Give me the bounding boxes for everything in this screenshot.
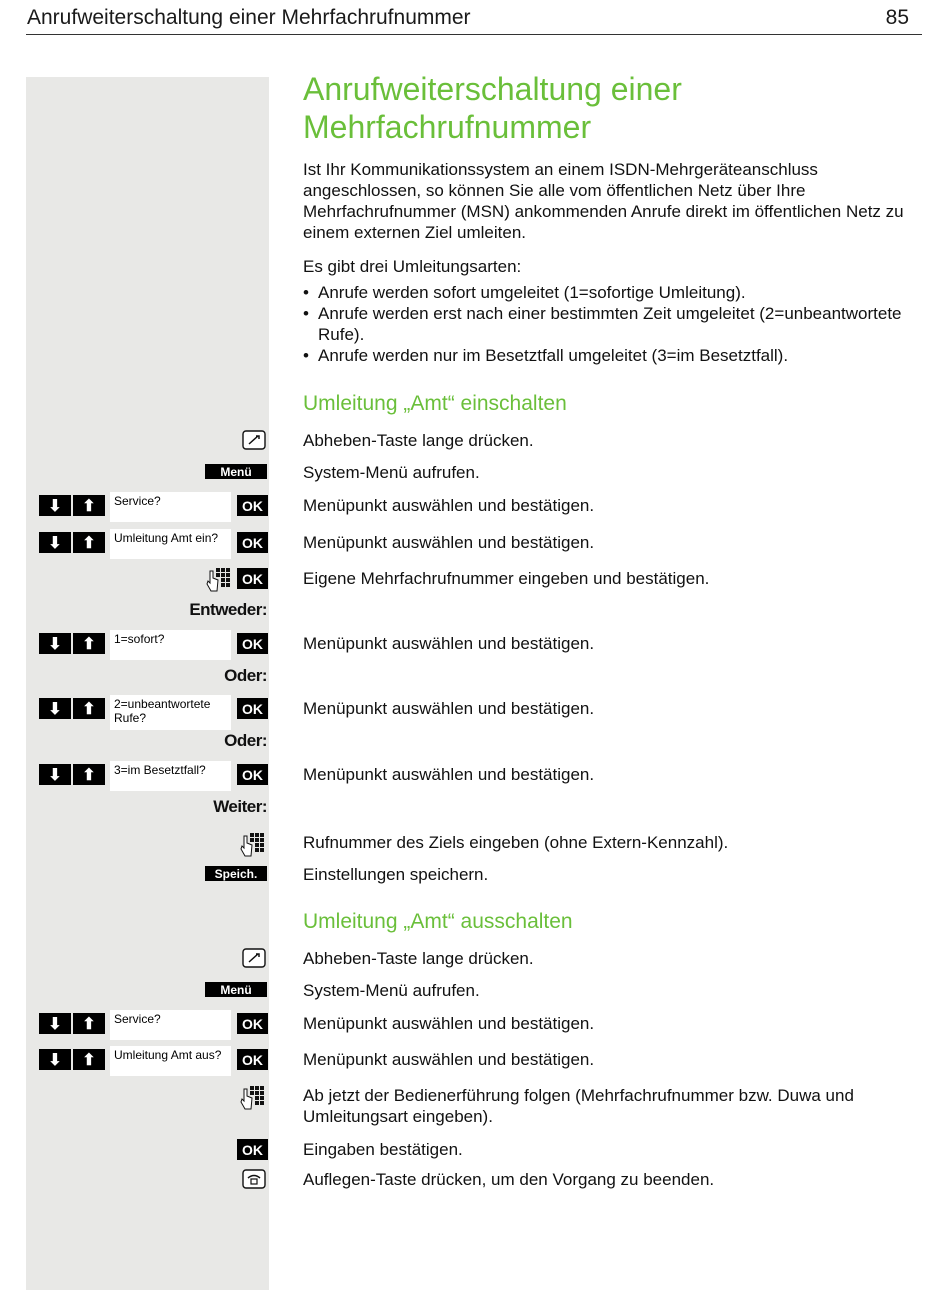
display-text: Umleitung Amt ein? xyxy=(110,529,231,559)
step-row xyxy=(26,864,922,885)
step-row xyxy=(26,980,922,1001)
handset-onhook-icon[interactable] xyxy=(242,1169,266,1189)
list-item-text: Anrufe werden erst nach einer bestimmten Zeit umgeleitet (2=unbeantwortete Rufe). xyxy=(318,304,902,344)
navigation-arrows xyxy=(39,633,105,654)
step-text: Menüpunkt auswählen und bestätigen. xyxy=(303,1014,595,1033)
step-text: Menüpunkt auswählen und bestätigen. xyxy=(303,765,595,784)
navigation-arrows xyxy=(39,495,105,516)
step-row xyxy=(26,567,922,591)
step-row xyxy=(26,495,922,516)
display-text: 1=sofort? xyxy=(110,630,231,660)
display-text: 3=im Besetztfall? xyxy=(110,761,231,791)
step-text: Ab jetzt der Bedienerführung folgen (Mehrfachrufnummer bzw. Duwa und Umleitungsart eingeben). xyxy=(303,1086,854,1126)
step-row xyxy=(26,633,922,654)
display-text: Service? xyxy=(110,492,231,522)
step-text: Menüpunkt auswählen und bestätigen. xyxy=(303,533,595,552)
step-row xyxy=(26,1013,922,1034)
step-row xyxy=(26,430,922,451)
arrow-down-icon[interactable]: ⬇ xyxy=(39,532,71,553)
redirect-types-list xyxy=(303,282,923,366)
arrow-down-icon[interactable]: ⬇ xyxy=(39,633,71,654)
step-text: Menüpunkt auswählen und bestätigen. xyxy=(303,496,595,515)
ok-button[interactable]: OK xyxy=(237,568,268,589)
list-item-text: Anrufe werden sofort umgeleitet (1=sofortige Umleitung). xyxy=(318,283,746,302)
ok-button[interactable]: OK xyxy=(237,764,268,785)
step-row xyxy=(26,1049,922,1070)
step-row xyxy=(26,1084,922,1128)
page-number: 85 xyxy=(885,6,909,29)
arrow-up-icon[interactable]: ⬆ xyxy=(73,495,105,516)
step-text: Menüpunkt auswählen und bestätigen. xyxy=(303,1050,595,1069)
header-rule xyxy=(26,34,922,35)
step-row xyxy=(26,797,922,818)
arrow-down-icon[interactable]: ⬇ xyxy=(39,495,71,516)
step-row xyxy=(26,600,922,621)
step-row xyxy=(26,731,922,752)
bullet-symbol: • xyxy=(303,283,309,302)
step-text: System-Menü aufrufen. xyxy=(303,981,480,1000)
step-text: Eigene Mehrfachrufnummer eingeben und bestätigen. xyxy=(303,569,710,588)
option-label: Entweder: xyxy=(189,600,267,619)
step-text: System-Menü aufrufen. xyxy=(303,463,480,482)
arrow-up-icon[interactable]: ⬆ xyxy=(73,633,105,654)
menu-softkey[interactable]: Menü xyxy=(205,464,267,479)
navigation-arrows xyxy=(39,1049,105,1070)
list-item xyxy=(303,345,923,366)
step-text: Abheben-Taste lange drücken. xyxy=(303,949,534,968)
list-item xyxy=(303,282,923,303)
step-text: Auflegen-Taste drücken, um den Vorgang zu beenden. xyxy=(303,1170,715,1189)
navigation-arrows xyxy=(39,764,105,785)
handset-offhook-icon[interactable] xyxy=(242,430,266,450)
keypad-icon[interactable] xyxy=(240,831,266,859)
step-row xyxy=(26,948,922,969)
ok-button[interactable]: OK xyxy=(237,1013,268,1034)
list-item xyxy=(303,303,923,345)
step-row xyxy=(26,1169,922,1190)
bullet-symbol: • xyxy=(303,304,309,323)
step-text: Rufnummer des Ziels eingeben (ohne Extern-Kennzahl). xyxy=(303,833,729,852)
step-text: Einstellungen speichern. xyxy=(303,865,489,884)
step-text: Menüpunkt auswählen und bestätigen. xyxy=(303,634,595,653)
arrow-up-icon[interactable]: ⬆ xyxy=(73,698,105,719)
step-row xyxy=(26,462,922,483)
step-row xyxy=(26,831,922,859)
navigation-arrows xyxy=(39,532,105,553)
section-heading-on: Umleitung „Amt“ einschalten xyxy=(303,392,567,415)
step-row xyxy=(26,1139,922,1160)
step-row xyxy=(26,666,922,687)
step-row xyxy=(26,764,922,785)
intro-paragraph: Ist Ihr Kommunikationssystem an einem ISDN-Mehrgeräteanschluss angeschlossen, so können Sie alle vom öffentlichen Netz über Ihre Mehrfachrufnummer (MSN) ankommenden Anrufe direkt im öffentlichen Netz zu einem externen Ziel umleiten. xyxy=(303,160,904,242)
save-softkey[interactable]: Speich. xyxy=(205,866,267,881)
menu-softkey[interactable]: Menü xyxy=(205,982,267,997)
types-intro: Es gibt drei Umleitungsarten: xyxy=(303,257,522,276)
arrow-down-icon[interactable]: ⬇ xyxy=(39,698,71,719)
handset-offhook-icon[interactable] xyxy=(242,948,266,968)
arrow-down-icon[interactable]: ⬇ xyxy=(39,764,71,785)
display-text: 2=unbeantwortete Rufe? xyxy=(110,695,231,730)
list-item-text: Anrufe werden nur im Besetztfall umgeleitet (3=im Besetztfall). xyxy=(318,346,789,365)
bullet-symbol: • xyxy=(303,346,309,365)
option-label: Weiter: xyxy=(213,797,267,816)
ok-button[interactable]: OK xyxy=(237,1139,268,1160)
step-text: Abheben-Taste lange drücken. xyxy=(303,431,534,450)
option-label: Oder: xyxy=(224,666,267,685)
ok-button[interactable]: OK xyxy=(237,495,268,516)
display-text: Umleitung Amt aus? xyxy=(110,1046,231,1076)
arrow-up-icon[interactable]: ⬆ xyxy=(73,532,105,553)
arrow-down-icon[interactable]: ⬇ xyxy=(39,1049,71,1070)
display-text: Service? xyxy=(110,1010,231,1040)
option-label: Oder: xyxy=(224,731,267,750)
navigation-arrows xyxy=(39,698,105,719)
step-row xyxy=(26,697,922,725)
arrow-up-icon[interactable]: ⬆ xyxy=(73,764,105,785)
arrow-up-icon[interactable]: ⬆ xyxy=(73,1013,105,1034)
step-row xyxy=(26,532,922,553)
section-heading-off: Umleitung „Amt“ ausschalten xyxy=(303,910,573,933)
keypad-icon[interactable] xyxy=(206,567,232,593)
step-text: Menüpunkt auswählen und bestätigen. xyxy=(303,699,595,718)
arrow-up-icon[interactable]: ⬆ xyxy=(73,1049,105,1070)
page-title: Anrufweiterschaltung einer Mehrfachrufnummer xyxy=(303,71,682,145)
ok-button[interactable]: OK xyxy=(237,532,268,553)
navigation-arrows xyxy=(39,1013,105,1034)
ok-button[interactable]: OK xyxy=(237,633,268,654)
ok-button[interactable]: OK xyxy=(237,698,268,719)
arrow-down-icon[interactable]: ⬇ xyxy=(39,1013,71,1034)
ok-button[interactable]: OK xyxy=(237,1049,268,1070)
step-text: Eingaben bestätigen. xyxy=(303,1140,463,1159)
keypad-icon[interactable] xyxy=(240,1084,266,1112)
running-header-title: Anrufweiterschaltung einer Mehrfachrufnummer xyxy=(27,6,471,29)
